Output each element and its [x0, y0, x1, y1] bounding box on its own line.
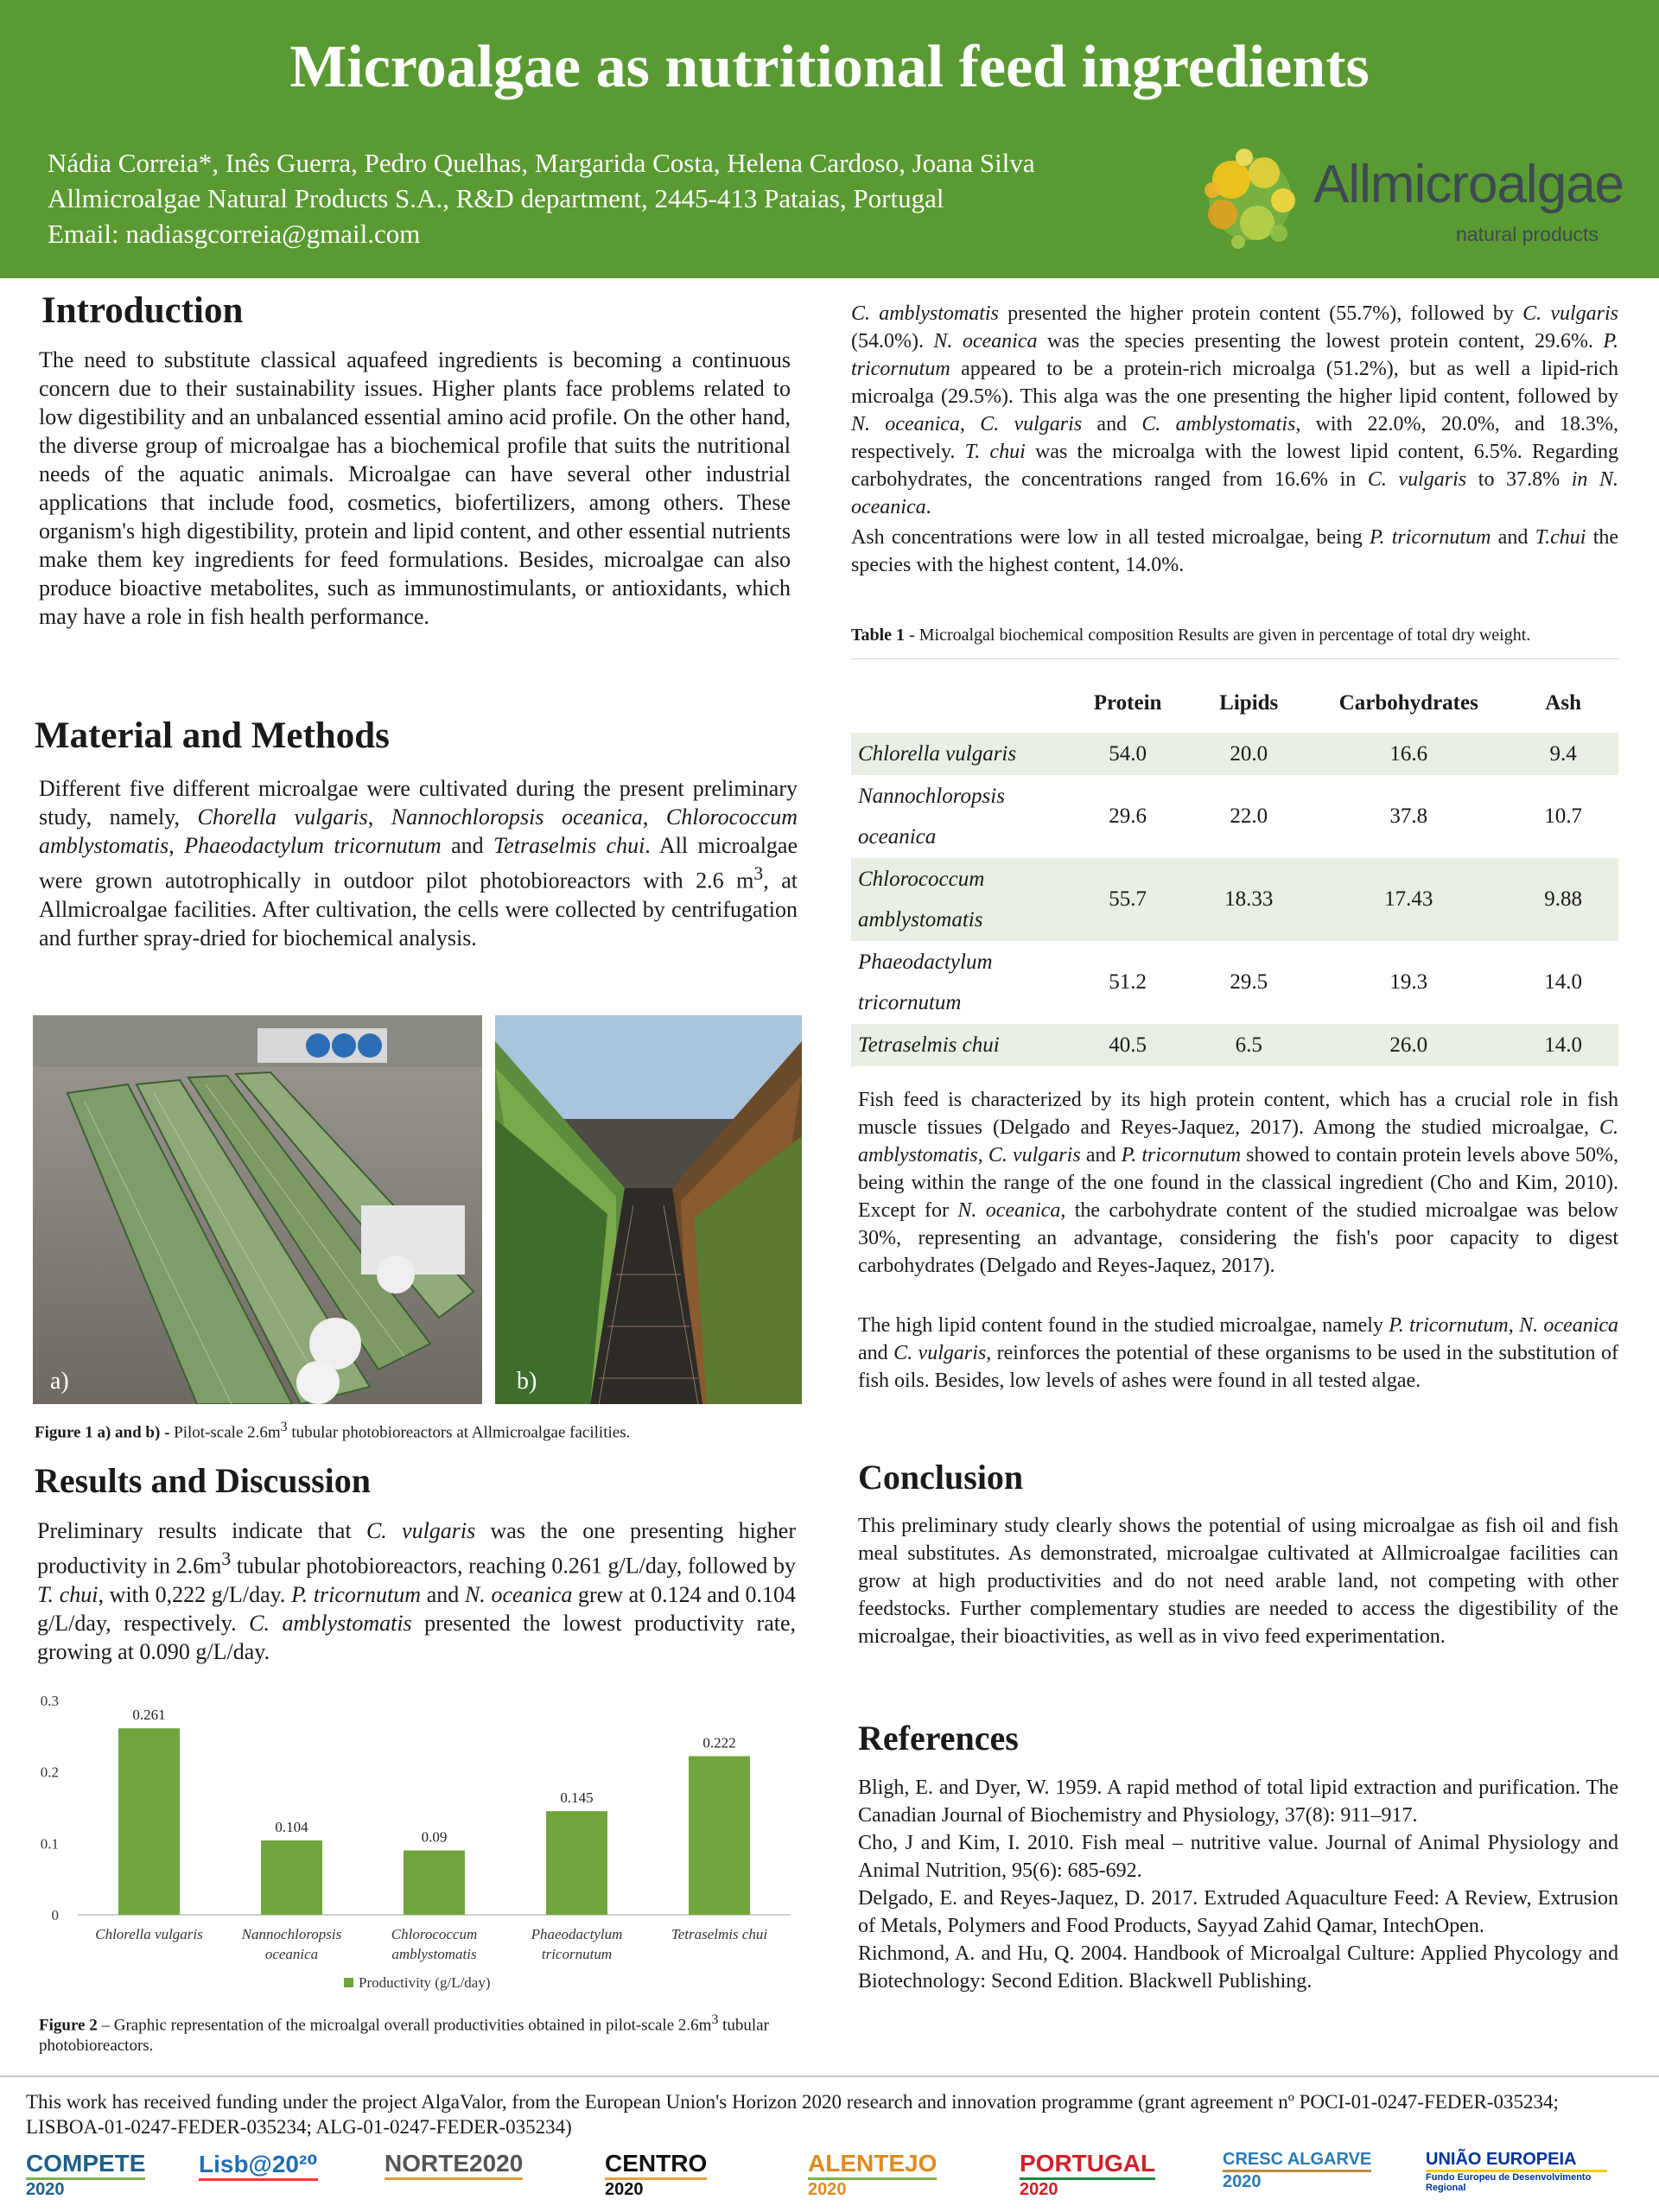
photo-label-a: a) [50, 1368, 69, 1395]
column-header [851, 674, 1067, 733]
table-row [851, 775, 1618, 858]
species-name: Chlorococcum [858, 868, 985, 891]
data-label: 0.145 [560, 1789, 594, 1807]
author-block [48, 145, 1035, 251]
caption-text: – Graphic representation of the microalgal overall productivities obtained in pilot-scale 2.6m [97, 2016, 712, 2035]
logo-wordmark: Allmicroalgae [1313, 155, 1624, 214]
allmicroalgae-logo [1197, 138, 1629, 259]
table-divider [851, 658, 1618, 659]
caption-text: tubular photobioreactors. [39, 2016, 769, 2056]
sponsor-logo [808, 2150, 937, 2200]
introduction-text: The need to substitute classical aquafeed ingredients is becoming a continuous concern due to their sustainability issues. Higher plants face problems related to low digestibility and an unbalanced essential amino acid profile. On the other hand, the diverse group of microalgae has a biochemical profile that suits the nutritional needs of the aquatic animals. Microalgae can have several other industrial applications that include food, cosmetics, biofertilizers, among others. These organism's high digestibility, protein and lipid content, and other essential nutrients make them key ingredients for feed formulations. Besides, microalgae can also produce bioactive metabolites, such as immunostimulants, or antioxidants, which may have a role in fish health performance. [39, 347, 791, 629]
paragraph-text: Fish feed is characterized by its high protein content, which has a crucial role in fish muscle tissues (Delgado and Reyes-Jaquez, 2017). Among the studied microalgae, [858, 1089, 1618, 1139]
superscript: 3 [221, 1548, 232, 1569]
paragraph-text: showed to contain protein levels above 50%, being within the range of the one found in the classical ingredient (Cho and Kim, 2010). Except for [858, 1144, 1619, 1222]
conclusion-text: This preliminary study clearly shows the potential of using microalgae as fish oil and fish meal substitutes. As demonstrated, microalgae cultivated at Allmicroalgae facilities can grow at high productivities and do not need arable land, not competing with other feedstocks. Further complementary studies are needed to access the digestibility of the microalgae, their bioactivities, as well as in vivo feed experimentation. [858, 1515, 1618, 1648]
paragraph-text: was the species presenting the lowest protein content, 29.6%. [1037, 330, 1604, 353]
references-list [858, 1774, 1618, 1995]
poster-title: Microalgae as nutritional feed ingredients [289, 34, 1370, 100]
affiliation: Allmicroalgae Natural Products S.A., R&D department, 2445-413 Pataias, Portugal [48, 183, 944, 213]
species-name: N. oceanica [851, 413, 960, 435]
value-cell: 16.6 [1309, 733, 1508, 775]
ash-paragraph [851, 524, 1618, 579]
y-tick-label: 0.3 [40, 1693, 59, 1709]
y-tick-label: 0.2 [40, 1764, 59, 1781]
column-header: Ash [1545, 691, 1581, 715]
species-cell [851, 941, 1067, 1024]
species-cell [851, 858, 1067, 941]
paragraph-text: The high lipid content found in the studied microalgae, namely [858, 1314, 1389, 1337]
references-heading: References [858, 1719, 1019, 1758]
sponsor-name: PORTUGAL [1020, 2150, 1155, 2180]
paragraph-text: presented the higher protein content (55.7%), followed by [998, 302, 1523, 325]
species-name: C. vulgaris [1367, 468, 1467, 491]
value-cell: 14.0 [1508, 1024, 1618, 1066]
x-tick-label: amblystomatis [391, 1946, 477, 1962]
methods-text-part: Different five different microalgae were cultivated during the present preliminary study, namely, [39, 776, 798, 830]
sponsor-name: UNIÃO EUROPEIA [1426, 2150, 1607, 2172]
species-name: C. amblystomatis [1141, 413, 1296, 435]
species-name: Chlorococcum amblystomatis [39, 804, 798, 858]
lipid-content-paragraph [858, 1312, 1618, 1395]
value-cell: 18.33 [1188, 858, 1309, 941]
x-tick-label: Chlorella vulgaris [95, 1926, 203, 1942]
results-text [37, 1516, 796, 1666]
sponsor-logo [1223, 2150, 1371, 2192]
reference-item: Bligh, E. and Dyer, W. 1959. A rapid method of total lipid extraction and purification. The Canadian Journal of Biochemistry and Physiology, 37(8): 911–917. [858, 1777, 1618, 1827]
value-cell: 40.5 [1067, 1024, 1188, 1066]
sponsor-subtitle: 2020 [26, 2180, 65, 2199]
species-name: C. amblystomatis [249, 1610, 412, 1636]
species-name: Chorella vulgaris [197, 804, 368, 830]
sponsor-logo [1426, 2150, 1607, 2193]
sponsor-subtitle: 2020 [1223, 2172, 1262, 2191]
value-cell: 37.8 [1389, 804, 1428, 828]
value-cell: 10.7 [1544, 804, 1583, 828]
bar [118, 1728, 180, 1915]
superscript: 3 [711, 2012, 719, 2027]
bar [689, 1756, 750, 1915]
species-name: in N. oceanica [851, 468, 1618, 518]
legend-swatch [344, 1978, 353, 1987]
legend-label: Productivity (g/L/day) [359, 1974, 491, 1991]
sponsor-logo [385, 2150, 523, 2180]
paragraph-text: and [1080, 1144, 1122, 1166]
species-name: Nannochloropsis oceanica [391, 804, 643, 830]
sponsor-subtitle: 2020 [605, 2180, 644, 2199]
author-list: Nádia Correia*, Inês Guerra, Pedro Quelhas, Margarida Costa, Helena Cardoso, Joana Silva [48, 148, 1035, 178]
biochemical-composition-table [851, 674, 1618, 1066]
results-text-part: presented the lowest productivity rate, growing at 0.090 g/L/day. [37, 1610, 796, 1664]
species-name: Tetraselmis chui [858, 1033, 1000, 1057]
value-cell: 14.0 [1544, 970, 1583, 994]
table1-caption [851, 625, 1629, 645]
paragraph-text: and [1491, 526, 1535, 549]
photobioreactor-aerial-image [33, 1015, 482, 1404]
methods-text-part: . All microalgae were grown autotrophically in outdoor pilot photobioreactors with 2.6 m [39, 833, 798, 893]
species-name: N. oceanica [1519, 1314, 1619, 1337]
column-header: Protein [1093, 691, 1162, 715]
species-name: P. tricornutum [851, 330, 1618, 380]
results-text-part: and [421, 1581, 465, 1607]
bar [546, 1811, 607, 1915]
species-cell [851, 1024, 1067, 1066]
paragraph-text: was the microalga with the lowest lipid content, 6.5%. Regarding carbohydrates, the concentrations ranged from 16.6% in [851, 441, 1618, 491]
x-tick-label: Tetraselmis chui [671, 1926, 768, 1942]
figure1-caption [35, 1417, 795, 1443]
sponsor-logo [199, 2150, 318, 2181]
sponsor-logo [1020, 2150, 1155, 2200]
data-label: 0.261 [132, 1707, 166, 1724]
results-text-part: Preliminary results indicate that [37, 1518, 366, 1543]
species-cell [851, 733, 1067, 775]
caption-text: - Microalgal biochemical composition Results are given in percentage of total dry weight. [905, 626, 1531, 645]
species-cell [851, 775, 1067, 858]
sponsor-subtitle: 2020 [808, 2180, 847, 2199]
value-cell: 22.0 [1230, 804, 1268, 828]
results-text-part: was the one presenting higher productivity in 2.6m [37, 1518, 796, 1579]
value-cell: 17.43 [1309, 858, 1508, 941]
reference-item: Cho, J and Kim, I. 2010. Fish meal – nutritive value. Journal of Animal Physiology and Animal Nutrition, 95(6): 685-692. [858, 1832, 1618, 1882]
sponsor-name: NORTE2020 [385, 2150, 523, 2180]
productivity-bar-chart [26, 1683, 804, 1999]
species-name: Nannochloropsis [858, 785, 1005, 808]
x-tick-label: Nannochloropsis [241, 1926, 342, 1942]
table-header-row [851, 674, 1618, 733]
table-row [851, 733, 1618, 775]
paragraph-text: , reinforces the potential of these organisms to be used in the substitution of fish oils. Besides, low levels of ashes were found in all tested algae. [858, 1342, 1618, 1392]
paragraph-text: . [925, 496, 931, 518]
paragraph-text: to 37.8% [1466, 468, 1572, 491]
sponsor-name: ALENTEJO [808, 2150, 937, 2180]
species-name: T. chui [964, 441, 1026, 463]
paragraph-text: and [858, 1342, 894, 1364]
species-name: Tetraselmis chui [493, 833, 645, 858]
table-row [851, 858, 1618, 941]
reference-item: Delgado, E. and Reyes-Jaquez, D. 2017. Extruded Aquaculture Feed: A Review, Extrusion of Metals, Polymers and Food Products, Sayyad Zahid Qamar, IntechOpen. [858, 1887, 1618, 1937]
species-name: tricornutum [858, 991, 962, 1014]
value-cell: 29.5 [1230, 970, 1268, 994]
caption-label: Figure 1 a) and b) - [35, 1423, 170, 1442]
value-cell: 29.6 [1109, 804, 1147, 828]
sponsor-name: CRESC ALGARVE [1223, 2150, 1371, 2172]
species-name: N. oceanica [957, 1199, 1061, 1222]
value-cell: 54.0 [1067, 733, 1188, 775]
superscript: 3 [280, 1420, 288, 1434]
paragraph-text: , [959, 413, 981, 435]
logo-tagline: natural products [1456, 223, 1599, 245]
data-label: 0.09 [421, 1828, 448, 1846]
paragraph-text: Ash concentrations were low in all tested microalgae, being [851, 526, 1370, 549]
species-name: N. oceanica [464, 1581, 573, 1607]
x-tick-label: Chlorococcum [391, 1926, 478, 1942]
figure2-caption [39, 2010, 799, 2056]
value-cell: 26.0 [1309, 1024, 1508, 1066]
photobioreactor-photo-b [495, 1015, 802, 1404]
caption-label: Table 1 [851, 626, 906, 645]
methods-text: Different five different microalgae were cultivated during the present preliminary study, namely, Chorella vulgaris, Nannochloropsis oceanica, Chlorococcum amblystomatis, Phaeodactylum tricornutum and Tetraselmis chui. All microalgae were grown autotrophically in outdoor pilot photobioreactors with 2.6 $m^3$, at Allmicroalgae facilities. After cultivation, the cells were collected by centrifugation and further spray-dried for biochemical analysis. [39, 776, 798, 950]
paragraph-text: (54.0%). [851, 330, 934, 353]
y-tick-label: 0 [51, 1907, 59, 1923]
paragraph-text: , [1508, 1314, 1520, 1337]
funding-statement: This work has received funding under the project AlgaValor, from the European Union's Horizon 2020 research and innovation programme (grant agreement nº POCI-01-0247-FEDER-035234; LISBOA-01-0247-FEDER-035234; ALG-01-0247-FEDER-035234) [26, 2091, 1559, 2138]
y-tick-label: 0.1 [40, 1835, 59, 1853]
methods-heading: Material and Methods [35, 715, 390, 756]
caption-label: Figure 2 [39, 2016, 98, 2035]
value-cell: 19.3 [1389, 970, 1428, 994]
table-row [851, 941, 1618, 1024]
sponsor-name: CENTRO [605, 2150, 707, 2180]
sponsor-name: COMPETE [26, 2150, 145, 2180]
sponsor-subtitle: Fundo Europeu de Desenvolvimento Regional [1426, 2172, 1592, 2193]
species-name: T. chui [37, 1581, 99, 1607]
species-name: C. vulgaris [1522, 302, 1618, 325]
species-name: C. vulgaris [988, 1144, 1081, 1166]
bar [261, 1840, 322, 1915]
methods-text-part: and [451, 833, 484, 858]
species-name: Chlorella vulgaris [858, 742, 1017, 766]
protein-lipid-paragraph [851, 300, 1618, 521]
value-cell: 20.0 [1188, 733, 1309, 775]
x-tick-label: oceanica [264, 1946, 319, 1962]
introduction-heading: Introduction [41, 290, 244, 331]
column-header: Carbohydrates [1338, 691, 1478, 715]
sponsor-logo [605, 2150, 707, 2200]
results-text-part: , with 0,222 g/L/day. [98, 1581, 292, 1607]
species-name: C. vulgaris [980, 413, 1083, 435]
caption-text: tubular photobioreactors at Allmicroalgae facilities. [287, 1423, 631, 1442]
paragraph-text: appeared to be a protein-rich microalga (51.2%), but as well a lipid-rich microalga (29.5%). This alga was the one presenting the higher lipid content, followed by [851, 358, 1618, 408]
species-name: P. tricornutum [1369, 526, 1491, 549]
species-name: Phaeodactylum [858, 950, 993, 974]
caption-text: Pilot-scale 2.6m [169, 1423, 281, 1442]
reference-item: Richmond, A. and Hu, Q. 2004. Handbook of Microalgal Culture: Applied Phycology and Biotechnology: Second Edition. Blackwell Publishing. [858, 1942, 1618, 1993]
photo-label-b: b) [517, 1368, 537, 1395]
species-name: C. amblystomatis [851, 302, 999, 325]
results-text-part: tubular photobioreactors, reaching 0.261 g/L/day, followed by [231, 1553, 796, 1579]
fish-feed-paragraph [858, 1086, 1618, 1280]
data-label: 0.104 [275, 1819, 308, 1836]
x-tick-label: tricornutum [541, 1946, 613, 1962]
species-name: C. vulgaris [365, 1518, 476, 1543]
poster-header [0, 0, 1659, 278]
paragraph-text: and [1082, 413, 1142, 435]
bubbles-logo-icon [1197, 138, 1313, 259]
species-name: Phaeodactylum tricornutum [184, 833, 442, 858]
sponsor-name: Lisb@20²⁰ [199, 2150, 318, 2181]
paragraph-text: , the carbohydrate content of the studied microalgae was below 30%, representing an advantage, considering the fish's poor capacity to digest carbohydrates (Delgado and Reyes-Jaquez, 2017). [858, 1199, 1618, 1277]
value-cell: 9.88 [1508, 858, 1618, 941]
species-name: C. vulgaris [893, 1342, 987, 1364]
sponsor-logo [26, 2150, 145, 2200]
paragraph-text: , with 22.0%, 20.0%, and 18.3%, respectively. [851, 413, 1619, 463]
superscript: 3 [753, 863, 764, 884]
paragraph-text: , [977, 1144, 988, 1166]
footer-divider [0, 2075, 1659, 2077]
photobioreactor-tubes-image [495, 1015, 802, 1404]
results-heading: Results and Discussion [35, 1461, 372, 1500]
bar [404, 1851, 465, 1915]
value-cell: 6.5 [1188, 1024, 1309, 1066]
sponsor-subtitle: 2020 [1020, 2180, 1058, 2199]
species-name: T.chui [1535, 526, 1586, 549]
paragraph-text: the species with the highest content, 14.0%. [851, 526, 1619, 576]
methods-text-part: , at Allmicroalgae facilities. After cultivation, the cells were collected by centrifugation and further spray-dried for biochemical analysis. [39, 868, 798, 950]
value-cell: 9.4 [1508, 733, 1618, 775]
column-header: Lipids [1219, 691, 1279, 715]
species-name: N. oceanica [933, 330, 1038, 353]
contact-email: Email: nadiasgcorreia@gmail.com [48, 219, 421, 249]
photobioreactor-photo-a [33, 1015, 482, 1404]
results-text-part: grew at 0.124 and 0.104 g/L/day, respectively. [37, 1581, 797, 1636]
species-name: P. tricornutum [1121, 1144, 1242, 1166]
value-cell: 55.7 [1067, 858, 1188, 941]
species-name: oceanica [858, 825, 937, 849]
value-cell: 51.2 [1109, 970, 1147, 994]
conclusion-heading: Conclusion [858, 1458, 1024, 1497]
table-row [851, 1024, 1618, 1066]
species-name: P. tricornutum [1389, 1314, 1509, 1337]
x-tick-label: Phaeodactylum [531, 1926, 623, 1942]
data-label: 0.222 [702, 1734, 736, 1751]
species-name: amblystomatis [858, 908, 983, 931]
species-name: P. tricornutum [291, 1581, 422, 1607]
species-name: C. amblystomatis [858, 1116, 1618, 1166]
